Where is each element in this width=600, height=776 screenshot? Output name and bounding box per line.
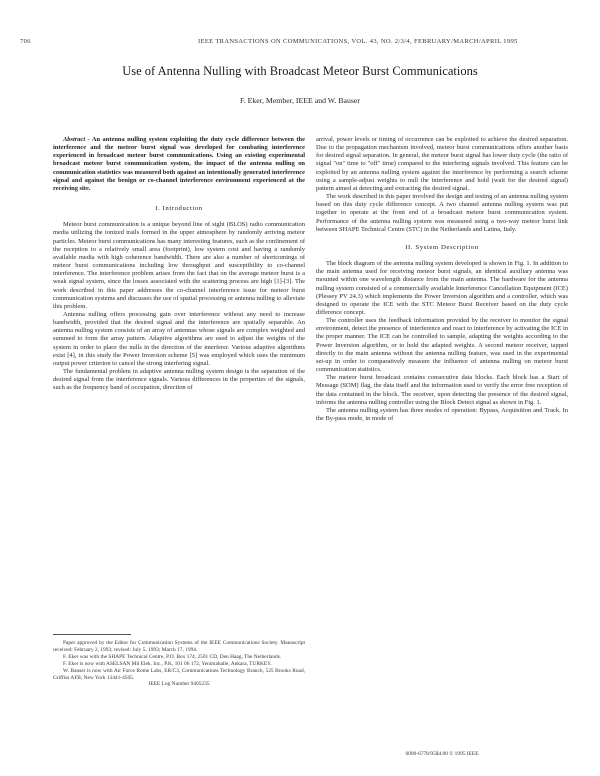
left-column (53, 136, 305, 393)
system-paragraph-4: The antenna nulling system has three modes of operation: Bypass, Acquisition and Track. In the By-pass mode, in mode of (316, 406, 568, 422)
intro-paragraph-1: Meteor burst communication is a unique beyond line of sight (BLOS) radio communication media utilizing the ionized trails formed in the upper atmosphere by randomly arriving meteor particles. Meteor burst communications has many interesting features, such as the confinement of the reception to a relatively small area (footprint), low system cost and having a randomly available media with high coherence bandwidth. There are also a number of shortcomings of meteor burst communications including low throughput and susceptibility to co-channel interference. The interference problem arises from the fact that on the average meteor burst is a weak signal system, since the losses associated with the scattering process are high [1]-[3]. The work described in this paper addresses the co-channel interference issue for meteor burst communication systems and discusses the use of spatial processing or antenna nulling to alleviate this problem. (53, 221, 305, 310)
footnote-4: W. Bauser is now with Air Force Rome Labs, ER/C3, Communications Technology Branch, 525 Brooks Road, Griffiss AFB, New York 13441-4505. (53, 667, 305, 681)
intro-paragraph-continued: arrival, power levels or timing of occurrence can be exploited to achieve the desired separation. Due to the propagation mechanism involved, meteor burst communications offers another basis for desired signal separation. In general, the meteor burst signal has lower duty cycle (the ratio of signal "on" time to "off" time) compared to the interfering signals involved. This feature can be exploited by an antenna nulling system against the interference by performing a search scheme using a sample-adjust weights to null the interference and hold (wait for the desired signal) pattern aimed at detecting and extracting the desired signal. (316, 136, 568, 192)
ieee-log-number: IEEE Log Number 9405235 (148, 681, 210, 688)
footnote-3: F. Eker is now with ASELSAN Mil Elek. Inc., P.K. 101 06 172, Yenimahalle, Ankara, TURKEY. (63, 660, 272, 667)
system-paragraph-1: The block diagram of the antenna nulling system developed is shown in Fig. 1. In addition to the main antenna used for receiving meteor burst signals, an identical auxiliary antenna was mounted within one wavelength distance from the main antenna. The hardware for the antenna nulling system consisted of a commercially available Interference Cancellation Equipment (ICE) (Plessey PV 24.3) which implements the Power Inversion algorithm and a controller, which was designed to operate the ICE with the STC Meteor Burst Receiver based on the duty cycle difference concept. (316, 260, 568, 316)
system-paragraph-2: The controller uses the feedback information provided by the receiver to monitor the signal environment, detect the presence of interference and react to interference by activating the ICE in the proper manner. The ICE can be controlled to sample, adapting the weights according to the Power Inversion algorithm, or to hold the adapted weights. A second meteor receiver, tapped directly to the main antenna without the antenna nulling feature, was used in the experimental set-up in order to comparatively measure the influence of antenna nulling on meteor burst communication statistics. (316, 317, 568, 374)
intro-paragraph-3: The fundamental problem in adaptive antenna nulling system design is the separation of the desired signal from the interference signals. Various differences in the properties of the signals, such as the frequency band of occupation, direction of (53, 368, 305, 392)
intro-paragraph-2: Antenna nulling offers processing gain over interference without any need to increase bandwidth, provided that the desired signal and the interference are spatially separable. An antenna nulling system consists of an array of antennas whose signals are complex weighted and summed to form the array pattern. Adaptive algorithms are used to adjust the weights of the system in order to place the nulls in the direction of the interferer. Various adaptive algorithms exist [4], in this study the Power Inversion scheme [5] was employed which uses the minimum output power criterion to cancel the strong interfering signal. (53, 310, 305, 367)
footnote-2: F. Eker was with the SHAPE Technical Centre, P.O. Box 174, 2501 CD, Den Haag, The Netherlands. (63, 653, 282, 660)
footnotes (53, 640, 305, 688)
running-header (20, 38, 580, 50)
footnote-1: Paper approved by the Editor for Communication Systems of the IEEE Communications Society. Manuscript received: February 2, 1993; revised: July 5, 1993; March 17, 1994. (53, 640, 305, 653)
paper-authors: F. Eker, Member, IEEE and W. Bauser (239, 96, 360, 105)
abstract-text: - An antenna nulling system exploiting the duty cycle difference between the interference and the meteor burst signal was developed for combating interference experienced in broadcast meteor burst communications. Using an existing experimental broadcast meteor burst communication system, the impact of the antenna nulling on communication statistics was measured both against an intentionally generated interference signal and against the benign or co-channel interference environment experienced at the receiving site. (53, 136, 305, 192)
footnote-divider (53, 634, 131, 635)
paper-title: Use of Antenna Nulling with Broadcast Meteor Burst Communications (122, 64, 478, 78)
section-heading-introduction: I. Introduction (155, 205, 203, 213)
publication-info: 0090-6778/95$4.00 © 1995 IEEE (405, 751, 479, 757)
abstract-label: Abstract (63, 136, 86, 143)
abstract (53, 136, 305, 193)
page-number: 706 (20, 38, 31, 45)
journal-header: IEEE TRANSACTIONS ON COMMUNICATIONS, VOL. 43, NO. 2/3/4, FEBRUARY/MARCH/APRIL 1995 (198, 38, 518, 45)
right-column (316, 136, 568, 423)
section-heading-system-description: II. System Description (405, 243, 479, 251)
system-paragraph-3: The meteor burst broadcast contains consecutive data blocks. Each block has a Start of Message (SOM) flag, the data itself and the information used to verify the error free reception of the data contained in the block. The receiver, upon detecting the presence of the desired signal, informs the antenna nulling controller using the Block Detect signal as shown in Fig. 1. (316, 374, 568, 406)
intro-paragraph-4: The work described in this paper involved the design and testing of an antenna nulling system based on this duty cycle difference concept. A two channel antenna nulling system was put together to operate at the front end of a broadcast meteor burst communication system. Performance of the antenna nulling system was measured using a two-way meteor burst link between SHAPE Technical Centre (STC) in the Netherlands and Latina, Italy. (316, 193, 568, 233)
